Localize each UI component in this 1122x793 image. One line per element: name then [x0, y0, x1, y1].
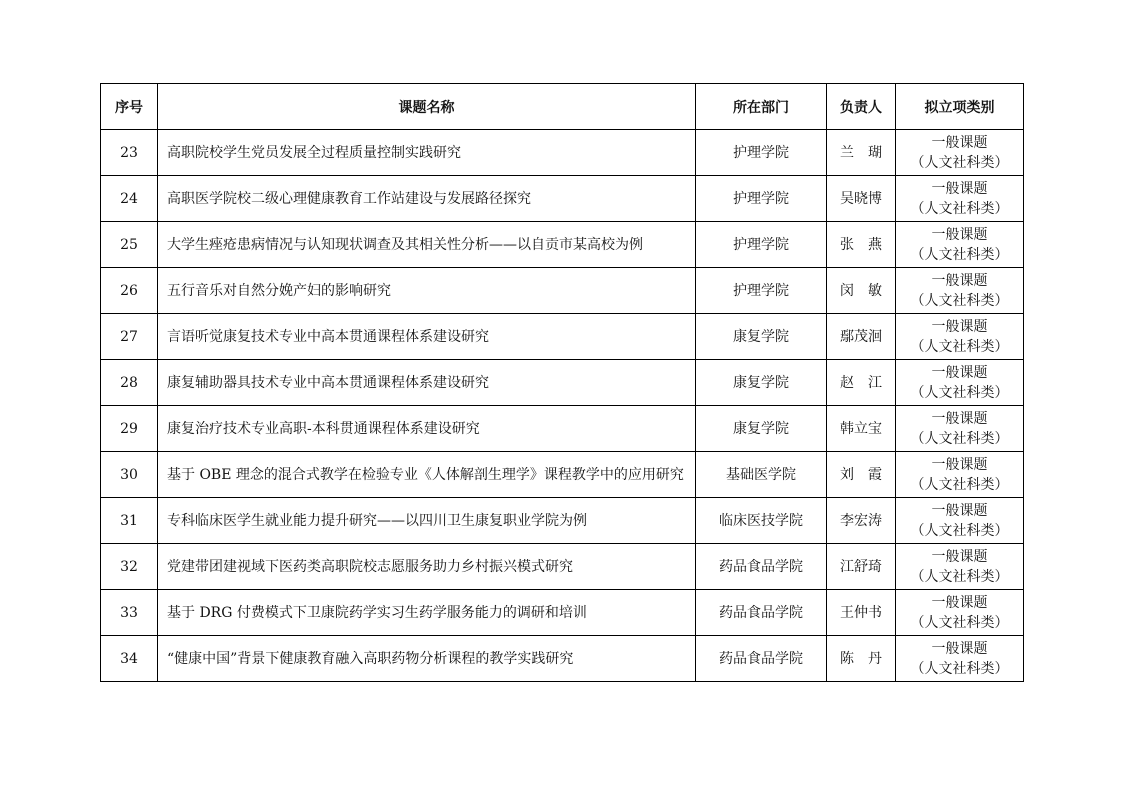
- table-row: [101, 636, 1024, 682]
- row-number: 29: [101, 406, 158, 452]
- row-title: 康复辅助器具技术专业中高本贯通课程体系建设研究: [158, 360, 696, 406]
- category-subtype: （人文社科类）: [910, 660, 1009, 677]
- row-leader: 吴晓博: [827, 176, 896, 222]
- table-row: [101, 314, 1024, 360]
- row-title: 基于 DRG 付费模式下卫康院药学实习生药学服务能力的调研和培训: [158, 590, 696, 636]
- table-row: [101, 452, 1024, 498]
- row-category: [896, 314, 1024, 360]
- row-number: 27: [101, 314, 158, 360]
- row-number: 28: [101, 360, 158, 406]
- row-number: 24: [101, 176, 158, 222]
- category-type: 一般课题: [931, 410, 988, 427]
- category-type: 一般课题: [931, 548, 988, 565]
- table-row: [101, 406, 1024, 452]
- header-num: 序号: [101, 84, 158, 130]
- category-type: 一般课题: [931, 594, 988, 611]
- table-body: [101, 130, 1024, 682]
- category-type: 一般课题: [931, 640, 988, 657]
- category-subtype: （人文社科类）: [910, 430, 1009, 447]
- category-type: 一般课题: [931, 456, 988, 473]
- row-leader: 刘 霞: [827, 452, 896, 498]
- row-number: 31: [101, 498, 158, 544]
- category-subtype: （人文社科类）: [910, 614, 1009, 631]
- row-number: 26: [101, 268, 158, 314]
- category-type: 一般课题: [931, 180, 988, 197]
- row-title: 言语听觉康复技术专业中高本贯通课程体系建设研究: [158, 314, 696, 360]
- category-type: 一般课题: [931, 502, 988, 519]
- table-row: [101, 176, 1024, 222]
- header-dept: 所在部门: [696, 84, 827, 130]
- row-category: [896, 452, 1024, 498]
- row-department: 护理学院: [696, 268, 827, 314]
- category-subtype: （人文社科类）: [910, 292, 1009, 309]
- row-category: [896, 268, 1024, 314]
- category-subtype: （人文社科类）: [910, 384, 1009, 401]
- category-subtype: （人文社科类）: [910, 568, 1009, 585]
- row-category: [896, 498, 1024, 544]
- category-subtype: （人文社科类）: [910, 338, 1009, 355]
- row-number: 25: [101, 222, 158, 268]
- row-title: 党建带团建视域下医药类高职院校志愿服务助力乡村振兴模式研究: [158, 544, 696, 590]
- row-leader: 陈 丹: [827, 636, 896, 682]
- row-category: [896, 406, 1024, 452]
- category-type: 一般课题: [931, 318, 988, 335]
- category-subtype: （人文社科类）: [910, 246, 1009, 263]
- row-department: 药品食品学院: [696, 636, 827, 682]
- row-leader: 王仲书: [827, 590, 896, 636]
- row-category: [896, 636, 1024, 682]
- row-number: 30: [101, 452, 158, 498]
- row-leader: 张 燕: [827, 222, 896, 268]
- table-row: [101, 590, 1024, 636]
- row-number: 33: [101, 590, 158, 636]
- row-number: 34: [101, 636, 158, 682]
- category-subtype: （人文社科类）: [910, 476, 1009, 493]
- row-category: [896, 360, 1024, 406]
- row-department: 护理学院: [696, 222, 827, 268]
- row-title: “健康中国”背景下健康教育融入高职药物分析课程的教学实践研究: [158, 636, 696, 682]
- row-leader: 鄢茂洄: [827, 314, 896, 360]
- row-category: [896, 176, 1024, 222]
- category-subtype: （人文社科类）: [910, 200, 1009, 217]
- row-title: 高职医学院校二级心理健康教育工作站建设与发展路径探究: [158, 176, 696, 222]
- table-row: [101, 268, 1024, 314]
- row-leader: 兰 瑚: [827, 130, 896, 176]
- row-title: 大学生痤疮患病情况与认知现状调查及其相关性分析——以自贡市某高校为例: [158, 222, 696, 268]
- row-title: 高职院校学生党员发展全过程质量控制实践研究: [158, 130, 696, 176]
- row-category: [896, 544, 1024, 590]
- row-department: 临床医技学院: [696, 498, 827, 544]
- row-leader: 韩立宝: [827, 406, 896, 452]
- row-department: 护理学院: [696, 130, 827, 176]
- table-row: [101, 222, 1024, 268]
- row-category: [896, 222, 1024, 268]
- row-department: 药品食品学院: [696, 590, 827, 636]
- row-department: 基础医学院: [696, 452, 827, 498]
- row-department: 康复学院: [696, 314, 827, 360]
- table-row: [101, 360, 1024, 406]
- row-leader: 江舒琦: [827, 544, 896, 590]
- row-department: 护理学院: [696, 176, 827, 222]
- category-subtype: （人文社科类）: [910, 154, 1009, 171]
- table-row: [101, 498, 1024, 544]
- row-department: 药品食品学院: [696, 544, 827, 590]
- header-lead: 负责人: [827, 84, 896, 130]
- category-subtype: （人文社科类）: [910, 522, 1009, 539]
- row-number: 32: [101, 544, 158, 590]
- header-title: 课题名称: [158, 84, 696, 130]
- row-title: 康复治疗技术专业高职-本科贯通课程体系建设研究: [158, 406, 696, 452]
- table-row: [101, 130, 1024, 176]
- row-category: [896, 130, 1024, 176]
- row-leader: 闵 敏: [827, 268, 896, 314]
- category-type: 一般课题: [931, 226, 988, 243]
- row-title: 五行音乐对自然分娩产妇的影响研究: [158, 268, 696, 314]
- category-type: 一般课题: [931, 364, 988, 381]
- row-title: 专科临床医学生就业能力提升研究——以四川卫生康复职业学院为例: [158, 498, 696, 544]
- category-type: 一般课题: [931, 134, 988, 151]
- row-category: [896, 590, 1024, 636]
- row-department: 康复学院: [696, 406, 827, 452]
- row-department: 康复学院: [696, 360, 827, 406]
- table-header-row: [101, 84, 1024, 130]
- row-leader: 李宏涛: [827, 498, 896, 544]
- table-row: [101, 544, 1024, 590]
- row-title: 基于 OBE 理念的混合式教学在检验专业《人体解剖生理学》课程教学中的应用研究: [158, 452, 696, 498]
- row-leader: 赵 江: [827, 360, 896, 406]
- project-table: [100, 83, 1024, 682]
- header-category: 拟立项类别: [896, 84, 1024, 130]
- row-number: 23: [101, 130, 158, 176]
- category-type: 一般课题: [931, 272, 988, 289]
